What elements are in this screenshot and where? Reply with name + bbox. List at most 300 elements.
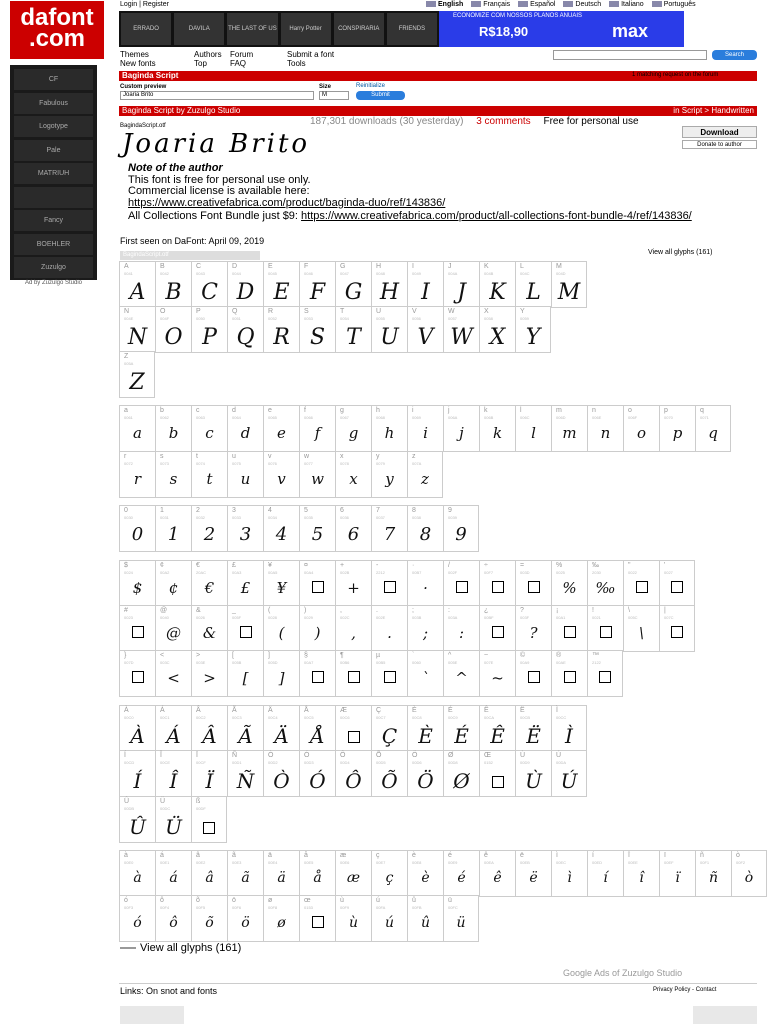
glyph-cell[interactable] — [407, 895, 443, 942]
glyph-key: ì — [556, 852, 558, 859]
glyph-sample: Í — [133, 768, 142, 793]
glyph-cell[interactable] — [299, 650, 335, 697]
sidebar-ad-item[interactable]: MATRIUH — [14, 163, 93, 184]
glyph-cell[interactable] — [587, 560, 623, 607]
glyph-cell[interactable] — [155, 560, 191, 607]
glyph-cell[interactable] — [659, 850, 695, 897]
missing-glyph-icon — [372, 581, 407, 596]
glyph-sample: æ — [346, 869, 361, 886]
sidebar-ad-item[interactable]: Fabulous — [14, 93, 93, 114]
glyph-cell[interactable] — [479, 306, 515, 353]
glyph-cell[interactable] — [443, 306, 479, 353]
glyph-cell[interactable] — [623, 560, 659, 607]
font-info-author[interactable]: by Zuzulgo Studio — [176, 106, 241, 115]
glyph-cell[interactable] — [407, 650, 443, 697]
scroll-up-right-icon[interactable] — [693, 1006, 757, 1024]
glyph-cell[interactable] — [191, 306, 227, 353]
glyph-cell[interactable] — [191, 560, 227, 607]
glyph-cell[interactable] — [263, 405, 299, 452]
glyph-cell[interactable] — [551, 705, 587, 752]
banner-tile[interactable]: CONSPIRARIA — [334, 13, 384, 45]
logo-line-1: dafont — [20, 4, 94, 31]
glyph-cell[interactable] — [407, 306, 443, 353]
nav-item[interactable]: Themes — [120, 50, 149, 59]
view-all-glyphs-link-bottom[interactable] — [120, 942, 241, 954]
glyph-code: 005B — [232, 660, 242, 665]
glyph-cell[interactable] — [335, 261, 371, 308]
glyph-key: C — [196, 263, 202, 270]
glyph-cell[interactable] — [191, 650, 227, 697]
glyph-cell[interactable] — [551, 560, 587, 607]
glyph-cell[interactable] — [371, 505, 407, 552]
glyph-cell[interactable] — [227, 261, 263, 308]
glyph-cell[interactable] — [407, 405, 443, 452]
glyph-cell[interactable] — [659, 605, 695, 652]
glyph-code: 0035 — [304, 515, 313, 520]
glyph-key: 6 — [340, 507, 344, 514]
glyph-sample: a — [133, 423, 142, 442]
glyph-sample: ê — [493, 869, 502, 886]
glyph-cell[interactable] — [551, 750, 587, 797]
glyph-cell[interactable] — [299, 750, 335, 797]
glyph-key: l — [520, 407, 522, 414]
language-5[interactable] — [652, 0, 696, 9]
banner-tile[interactable]: ERRADO — [121, 13, 171, 45]
glyph-code: 006A — [448, 415, 458, 420]
dafont-logo[interactable] — [10, 1, 104, 59]
glyph-cell[interactable] — [551, 261, 587, 308]
glyph-code: 0039 — [448, 515, 457, 520]
glyph-code: 0029 — [304, 615, 313, 620]
glyph-cell[interactable] — [155, 306, 191, 353]
glyph-cell[interactable] — [695, 850, 731, 897]
glyph-sample: V — [417, 324, 434, 350]
glyph-code: 00B7 — [412, 570, 422, 575]
bundle-link[interactable]: https://www.creativefabrica.com/product/all-collections-font-bundle-4/ref/143836/ — [301, 210, 692, 222]
glyph-cell[interactable] — [443, 605, 479, 652]
glyph-sample: ñ — [708, 869, 719, 886]
glyph-cell[interactable] — [551, 650, 587, 697]
glyph-cell[interactable] — [623, 850, 659, 897]
banner-tile[interactable]: Harry Potter — [281, 13, 331, 45]
glyph-cell[interactable] — [191, 705, 227, 752]
glyph-cell[interactable] — [227, 505, 263, 552]
language-4[interactable] — [609, 0, 644, 9]
glyph-code: 00EF — [664, 860, 674, 865]
download-button[interactable]: Download — [682, 126, 757, 138]
glyph-cell[interactable] — [299, 306, 335, 353]
glyph-cell[interactable] — [119, 306, 155, 353]
glyph-cell[interactable] — [155, 750, 191, 797]
banner-tile[interactable]: THE LAST OF US — [227, 13, 277, 45]
glyph-cell[interactable] — [515, 560, 551, 607]
glyph-cell[interactable] — [659, 405, 695, 452]
glyph-sample: % — [562, 578, 577, 597]
glyph-key: 4 — [268, 507, 272, 514]
size-select[interactable]: M — [319, 91, 349, 100]
search-button[interactable]: Search — [712, 50, 757, 60]
glyph-cell[interactable] — [263, 560, 299, 607]
glyph-cell[interactable] — [227, 405, 263, 452]
glyph-key: ‰ — [592, 562, 599, 569]
search-input[interactable] — [553, 50, 707, 60]
glyph-cell[interactable] — [191, 850, 227, 897]
glyph-sample: ¥ — [276, 578, 287, 597]
glyph-cell[interactable] — [299, 405, 335, 452]
glyph-cell[interactable] — [227, 306, 263, 353]
glyph-cell[interactable] — [407, 451, 443, 498]
glyph-cell[interactable] — [371, 605, 407, 652]
glyph-cell[interactable] — [443, 895, 479, 942]
glyph-cell[interactable] — [335, 505, 371, 552]
glyph-cell[interactable] — [227, 605, 263, 652]
glyph-sample: ï — [675, 869, 680, 886]
glyph-cell[interactable] — [227, 451, 263, 498]
nav-item[interactable]: Authors — [194, 50, 222, 59]
glyph-cell[interactable] — [335, 650, 371, 697]
glyph-sample: U — [380, 324, 399, 350]
glyph-cell[interactable] — [407, 705, 443, 752]
glyph-cell[interactable] — [407, 261, 443, 308]
font-info-bar — [119, 106, 757, 116]
glyph-cell[interactable] — [443, 405, 479, 452]
glyph-cell[interactable] — [299, 560, 335, 607]
glyph-cell[interactable] — [119, 796, 155, 843]
glyph-cell[interactable] — [227, 705, 263, 752]
glyph-code: 006B — [484, 415, 494, 420]
sidebar-ad[interactable] — [10, 65, 97, 280]
glyph-code: 0066 — [304, 415, 313, 420]
glyph-key: § — [304, 652, 308, 659]
glyph-cell[interactable] — [587, 850, 623, 897]
glyph-cell[interactable] — [515, 261, 551, 308]
glyph-cell[interactable] — [263, 261, 299, 308]
glyph-sample: ] — [278, 668, 285, 687]
font-info-title[interactable]: Baginda Script — [122, 106, 175, 115]
glyph-cell[interactable] — [479, 750, 515, 797]
glyph-cell[interactable] — [191, 405, 227, 452]
nav-item[interactable]: Top — [194, 59, 207, 68]
glyph-cell[interactable] — [155, 261, 191, 308]
glyph-cell[interactable] — [263, 451, 299, 498]
contact-link[interactable]: Contact — [695, 987, 717, 993]
glyph-cell[interactable] — [191, 261, 227, 308]
glyph-cell[interactable] — [227, 560, 263, 607]
glyph-code: 0058 — [484, 316, 493, 321]
font-category[interactable]: in Script > Handwritten — [673, 106, 754, 115]
glyph-cell[interactable] — [119, 605, 155, 652]
glyph-sample: e — [277, 423, 286, 442]
glyph-cell[interactable] — [335, 850, 371, 897]
glyph-cell[interactable] — [119, 451, 155, 498]
glyph-key: Ç — [376, 707, 382, 714]
nav-item[interactable]: FAQ — [230, 59, 247, 68]
glyph-cell[interactable] — [623, 405, 659, 452]
glyph-cell[interactable] — [407, 605, 443, 652]
glyph-key: t — [196, 453, 198, 460]
glyph-sample: K — [489, 279, 506, 305]
glyph-sample: E — [273, 279, 290, 305]
author-note-line-2: Commercial license is available here: — [128, 185, 310, 197]
banner-tile[interactable]: DAVILA — [174, 13, 224, 45]
glyph-cell[interactable] — [623, 605, 659, 652]
glyph-cell[interactable] — [335, 895, 371, 942]
glyph-cell[interactable] — [407, 505, 443, 552]
glyph-cell[interactable] — [119, 560, 155, 607]
nav-item[interactable]: Submit a font — [287, 50, 335, 59]
glyph-sample: 4 — [275, 523, 288, 545]
glyph-key: D — [232, 263, 238, 270]
glyph-code: 004D — [556, 271, 566, 276]
glyph-cell[interactable] — [155, 650, 191, 697]
glyph-cell[interactable] — [551, 850, 587, 897]
glyph-cell[interactable] — [371, 650, 407, 697]
glyph-code: 00F9 — [340, 905, 350, 910]
glyph-cell[interactable] — [227, 850, 263, 897]
glyph-cell[interactable] — [479, 405, 515, 452]
glyph-code: 00A3 — [232, 570, 242, 575]
sidebar-ad-item[interactable]: Zuzulgo — [14, 257, 93, 278]
nav-item[interactable]: Tools — [287, 59, 306, 68]
glyph-cell[interactable] — [191, 796, 227, 843]
glyph-key: ñ — [700, 852, 704, 859]
glyph-code: 0074 — [196, 461, 205, 466]
language-2[interactable] — [518, 0, 555, 9]
glyph-cell[interactable] — [263, 605, 299, 652]
submit-button[interactable]: Submit — [356, 91, 405, 100]
glyph-code: 002E — [376, 615, 386, 620]
glyph-cell[interactable] — [263, 306, 299, 353]
glyph-cell[interactable] — [299, 705, 335, 752]
glyph-cell[interactable] — [263, 850, 299, 897]
banner-strip[interactable] — [119, 11, 439, 47]
glyph-code: 00CA — [484, 715, 495, 720]
glyph-code: 00DB — [124, 806, 135, 811]
glyph-cell[interactable] — [191, 895, 227, 942]
glyph-cell[interactable] — [515, 405, 551, 452]
missing-glyph-icon — [228, 626, 263, 641]
glyph-cell[interactable] — [479, 650, 515, 697]
footer-links[interactable]: Links: On snot and fonts — [120, 986, 218, 996]
glyph-cell[interactable] — [515, 705, 551, 752]
glyph-code: 0071 — [700, 415, 709, 420]
glyph-cell[interactable] — [335, 750, 371, 797]
sidebar-ad-item[interactable] — [14, 187, 93, 208]
glyph-cell[interactable] — [335, 560, 371, 607]
glyph-cell[interactable] — [443, 650, 479, 697]
glyph-key: g — [340, 407, 344, 414]
glyph-cell[interactable] — [587, 405, 623, 452]
glyph-cell[interactable] — [299, 895, 335, 942]
glyph-cell[interactable] — [299, 850, 335, 897]
banner-tile[interactable]: FRIENDS — [387, 13, 437, 45]
glyph-cell[interactable] — [155, 895, 191, 942]
glyph-cell[interactable] — [515, 306, 551, 353]
glyph-code: 006C — [520, 415, 530, 420]
flag-icon — [471, 1, 481, 7]
glyph-cell[interactable] — [443, 560, 479, 607]
glyph-cell[interactable] — [371, 705, 407, 752]
language-0[interactable] — [426, 0, 463, 9]
nav-item[interactable]: Forum — [230, 50, 254, 59]
glyph-cell[interactable] — [263, 505, 299, 552]
glyph-sample: Á — [166, 723, 181, 748]
glyph-cell[interactable] — [371, 306, 407, 353]
glyph-key: Ø — [448, 752, 454, 759]
glyph-cell[interactable] — [299, 261, 335, 308]
missing-glyph-icon — [120, 671, 155, 686]
glyph-cell[interactable] — [371, 850, 407, 897]
glyph-cell[interactable] — [155, 405, 191, 452]
glyph-cell[interactable] — [119, 505, 155, 552]
glyph-cell[interactable] — [443, 750, 479, 797]
sidebar-ad-item[interactable]: Logotype — [14, 116, 93, 137]
glyph-cell[interactable] — [299, 505, 335, 552]
glyph-cell[interactable] — [227, 895, 263, 942]
glyph-code: 0050 — [196, 316, 205, 321]
glyph-cell[interactable] — [119, 650, 155, 697]
glyph-code: 0021 — [592, 615, 601, 620]
glyph-cell[interactable] — [371, 261, 407, 308]
glyph-cell[interactable] — [443, 505, 479, 552]
nav-item[interactable]: New fonts — [120, 59, 156, 68]
glyph-cell[interactable] — [119, 895, 155, 942]
glyph-sample: Ö — [417, 768, 434, 793]
glyph-cell[interactable] — [443, 850, 479, 897]
glyph-cell[interactable] — [227, 650, 263, 697]
glyph-key: ' — [664, 562, 666, 569]
register-link[interactable]: Register — [142, 1, 169, 8]
glyph-cell[interactable] — [371, 560, 407, 607]
glyph-cell[interactable] — [263, 650, 299, 697]
footer-dash: - — [692, 987, 695, 993]
glyph-cell[interactable] — [191, 451, 227, 498]
login-link[interactable]: Login — [120, 1, 138, 8]
glyph-cell[interactable] — [659, 560, 695, 607]
glyph-code: 00C5 — [304, 715, 314, 720]
glyph-code: 004A — [448, 271, 458, 276]
glyph-cell[interactable] — [443, 705, 479, 752]
max-advertisement[interactable] — [439, 11, 684, 47]
glyph-cell[interactable] — [155, 796, 191, 843]
glyph-cell[interactable] — [515, 605, 551, 652]
glyph-cell[interactable] — [515, 650, 551, 697]
privacy-link[interactable]: Privacy Policy — [653, 987, 691, 993]
glyph-cell[interactable] — [335, 405, 371, 452]
glyph-cell[interactable] — [695, 405, 731, 452]
glyph-cell[interactable] — [515, 750, 551, 797]
glyph-cell[interactable] — [407, 750, 443, 797]
glyph-cell[interactable] — [407, 560, 443, 607]
glyph-cell[interactable] — [119, 705, 155, 752]
glyph-cell[interactable] — [371, 750, 407, 797]
glyph-cell[interactable] — [335, 451, 371, 498]
glyph-cell[interactable] — [479, 261, 515, 308]
glyph-sample: 7 — [383, 523, 396, 545]
glyph-cell[interactable] — [155, 850, 191, 897]
flag-icon — [609, 1, 619, 7]
glyph-key: â — [196, 852, 200, 859]
glyph-cell[interactable] — [335, 306, 371, 353]
glyph-code: 0057 — [448, 316, 457, 321]
glyph-cell[interactable] — [371, 895, 407, 942]
missing-glyph-box — [492, 626, 504, 638]
glyph-key: 7 — [376, 507, 380, 514]
glyph-cell[interactable] — [335, 605, 371, 652]
sidebar-ad-item[interactable]: Fancy — [14, 210, 93, 231]
glyph-cell[interactable] — [155, 451, 191, 498]
author-note-link[interactable]: https://www.creativefabrica.com/product/baginda-duo/ref/143836/ — [128, 196, 446, 209]
glyph-code: 007A — [412, 461, 422, 466]
glyph-cell[interactable] — [263, 705, 299, 752]
glyph-cell[interactable] — [551, 605, 587, 652]
glyph-cell[interactable] — [119, 261, 155, 308]
glyph-key: @ — [160, 607, 168, 614]
glyph-cell[interactable] — [443, 261, 479, 308]
glyph-cell[interactable] — [299, 451, 335, 498]
glyph-code: 00F1 — [700, 860, 710, 865]
sidebar-ad-item[interactable]: Pale — [14, 140, 93, 161]
glyph-cell[interactable] — [263, 750, 299, 797]
glyph-sample: á — [169, 869, 178, 886]
glyph-cell[interactable] — [299, 605, 335, 652]
donate-button[interactable]: Donate to author — [682, 140, 757, 149]
glyph-cell[interactable] — [479, 560, 515, 607]
glyph-cell[interactable] — [515, 850, 551, 897]
glyph-cell[interactable] — [335, 705, 371, 752]
forum-requests-link[interactable]: 1 matching request on the forum — [632, 72, 719, 78]
glyph-cell[interactable] — [587, 650, 623, 697]
glyph-cell[interactable] — [479, 850, 515, 897]
sidebar-ad-item[interactable]: CF — [14, 69, 93, 90]
glyph-key: j — [448, 407, 450, 414]
glyph-cell[interactable] — [191, 750, 227, 797]
glyph-cell[interactable] — [479, 705, 515, 752]
comments-link[interactable]: 3 comments — [476, 116, 531, 127]
glyph-cell[interactable] — [119, 351, 155, 398]
sidebar-ad-item[interactable]: BOEHLER — [14, 234, 93, 255]
glyph-sample: & — [202, 623, 217, 642]
glyph-cell[interactable] — [155, 705, 191, 752]
glyph-cell[interactable] — [587, 605, 623, 652]
language-1[interactable] — [471, 0, 510, 9]
glyph-cell[interactable] — [191, 605, 227, 652]
glyph-cell[interactable] — [371, 451, 407, 498]
language-3[interactable] — [563, 0, 601, 9]
glyph-cell[interactable] — [119, 750, 155, 797]
glyph-cell[interactable] — [155, 505, 191, 552]
reset-link[interactable]: Reinitialize — [356, 83, 386, 89]
glyph-cell[interactable] — [371, 405, 407, 452]
glyph-code: 006E — [592, 415, 602, 420]
custom-preview-input[interactable]: Joaria Brito — [120, 91, 314, 100]
view-all-glyphs-link-top[interactable]: View all glyphs (161) — [648, 249, 713, 256]
glyph-cell[interactable] — [551, 405, 587, 452]
glyph-cell[interactable] — [731, 850, 767, 897]
missing-glyph-icon — [516, 671, 551, 686]
scroll-up-left-icon[interactable] — [120, 1006, 184, 1024]
glyph-cell[interactable] — [407, 850, 443, 897]
glyph-cell[interactable] — [119, 850, 155, 897]
glyph-cell[interactable] — [191, 505, 227, 552]
glyph-sample: p — [672, 423, 683, 442]
glyph-cell[interactable] — [227, 750, 263, 797]
glyph-cell[interactable] — [263, 895, 299, 942]
glyph-key: Ñ — [232, 752, 238, 759]
glyph-cell[interactable] — [119, 405, 155, 452]
glyph-cell[interactable] — [155, 605, 191, 652]
glyph-cell[interactable] — [479, 605, 515, 652]
